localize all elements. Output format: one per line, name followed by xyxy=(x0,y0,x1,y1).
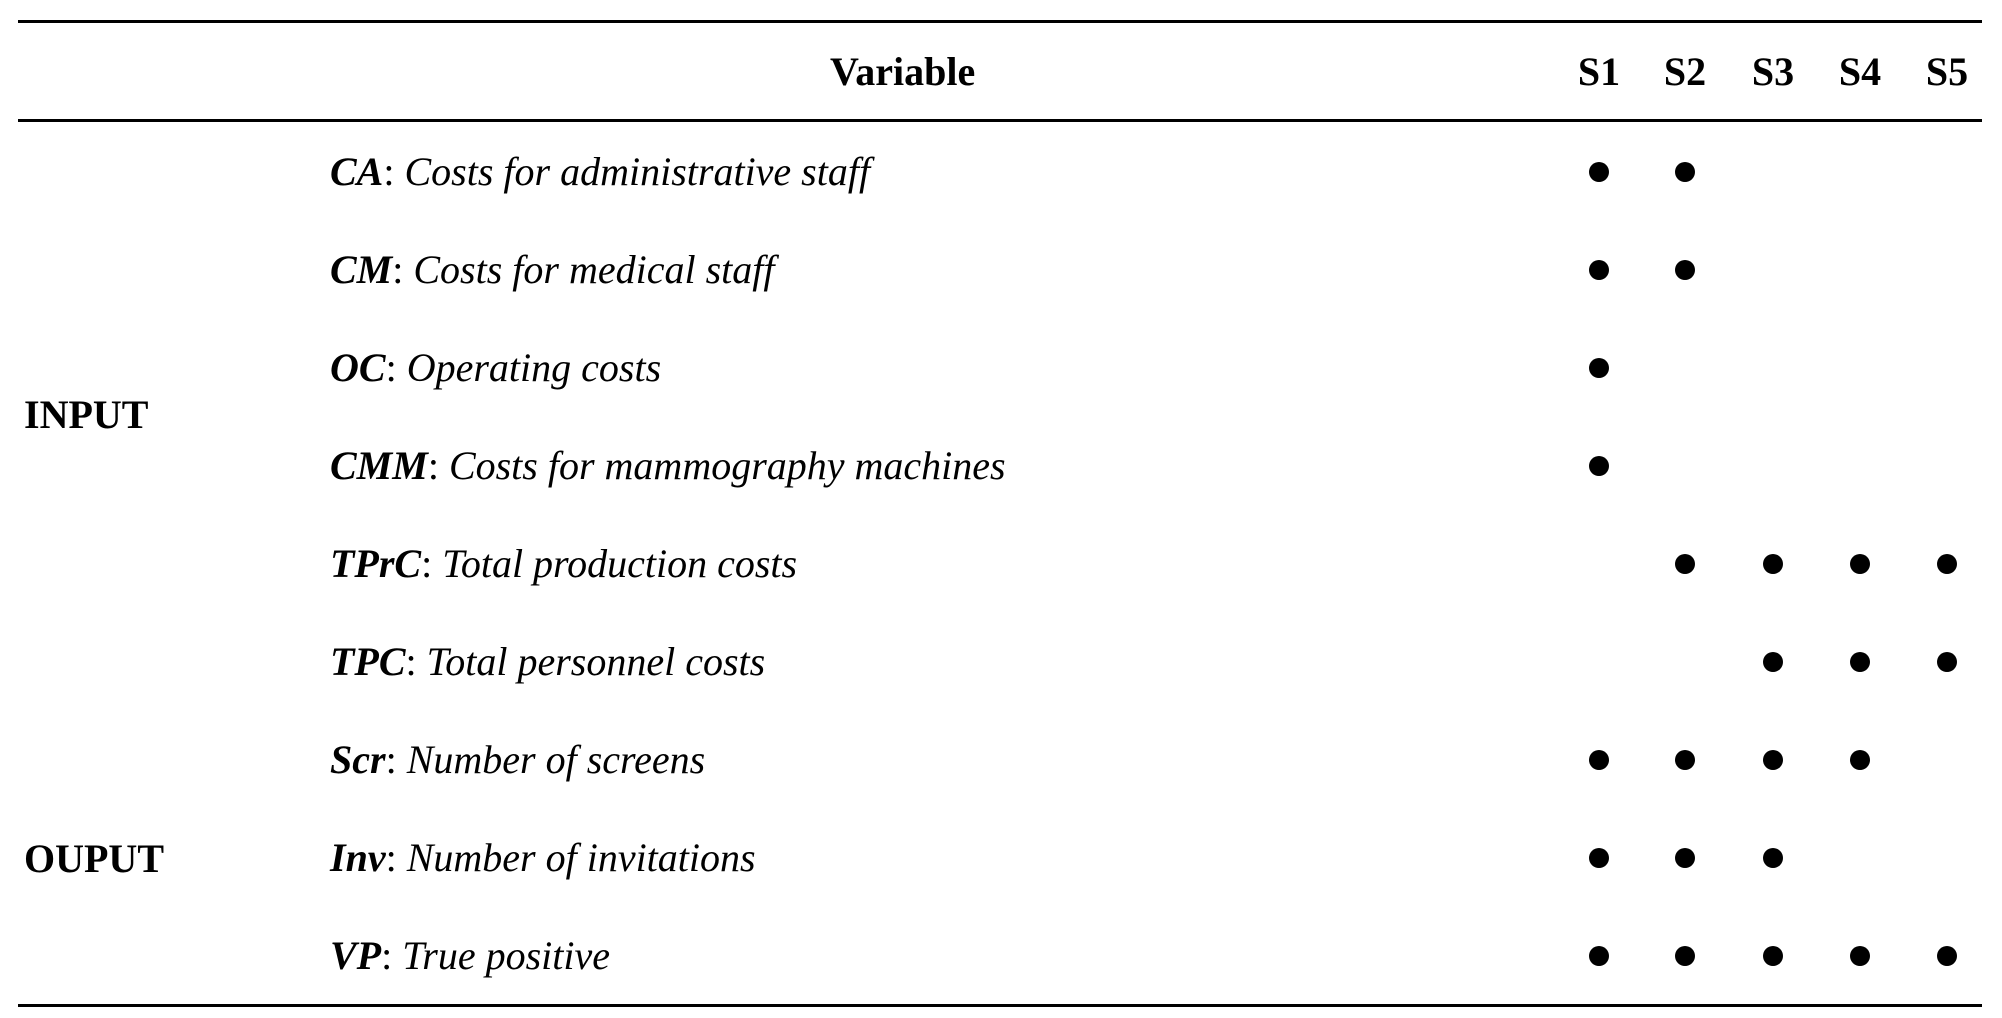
included-bullet-icon xyxy=(1937,652,1957,672)
scenario-cell-s1 xyxy=(1559,319,1639,417)
scenario-cell-s4 xyxy=(1820,417,1900,515)
top-rule xyxy=(18,20,1982,23)
scenario-cell-s5 xyxy=(1907,907,1987,1005)
table-row xyxy=(0,417,2002,515)
scenario-cell-s4 xyxy=(1820,123,1900,221)
included-bullet-icon xyxy=(1937,946,1957,966)
scenario-cell-s4 xyxy=(1820,221,1900,319)
table-row xyxy=(0,809,2002,907)
scenario-cell-s3 xyxy=(1733,515,1813,613)
included-bullet-icon xyxy=(1850,554,1870,574)
table-row xyxy=(0,515,2002,613)
variable-label xyxy=(330,344,661,392)
scenario-cell-s1 xyxy=(1559,613,1639,711)
scenario-cell-s1 xyxy=(1559,515,1639,613)
variable-description: Number of invitations xyxy=(406,835,756,880)
scenario-cell-s5 xyxy=(1907,613,1987,711)
included-bullet-icon xyxy=(1589,848,1609,868)
variable-separator: : xyxy=(421,541,443,586)
table-row xyxy=(0,711,2002,809)
table-row xyxy=(0,613,2002,711)
included-bullet-icon xyxy=(1675,946,1695,966)
included-bullet-icon xyxy=(1675,848,1695,868)
variable-label xyxy=(330,638,765,686)
variable-code: VP xyxy=(330,933,382,978)
variable-label xyxy=(330,246,775,294)
table-row xyxy=(0,221,2002,319)
scenario-cell-s3 xyxy=(1733,417,1813,515)
header-s3: S3 xyxy=(1751,49,1795,94)
variable-label xyxy=(330,442,1006,490)
included-bullet-icon xyxy=(1763,750,1783,770)
included-bullet-icon xyxy=(1850,652,1870,672)
scenario-cell-s5 xyxy=(1907,809,1987,907)
included-bullet-icon xyxy=(1937,554,1957,574)
included-bullet-icon xyxy=(1675,162,1695,182)
included-bullet-icon xyxy=(1850,750,1870,770)
scenario-cell-s2 xyxy=(1645,809,1725,907)
header-rule xyxy=(18,119,1982,122)
header-s1: S1 xyxy=(1577,49,1621,94)
scenario-cell-s5 xyxy=(1907,319,1987,417)
scenario-cell-s4 xyxy=(1820,907,1900,1005)
scenario-cell-s4 xyxy=(1820,711,1900,809)
variable-description: Total personnel costs xyxy=(426,639,766,684)
included-bullet-icon xyxy=(1589,946,1609,966)
variable-label xyxy=(330,540,797,588)
header-s2: S2 xyxy=(1663,49,1707,94)
group-label-input: INPUT xyxy=(24,392,149,437)
variable-code: CA xyxy=(330,149,384,194)
scenario-cell-s1 xyxy=(1559,123,1639,221)
scenario-cell-s2 xyxy=(1645,907,1725,1005)
included-bullet-icon xyxy=(1675,750,1695,770)
variable-separator: : xyxy=(385,737,407,782)
header-s4: S4 xyxy=(1838,49,1882,94)
scenario-cell-s2 xyxy=(1645,417,1725,515)
included-bullet-icon xyxy=(1589,750,1609,770)
scenario-cell-s4 xyxy=(1820,515,1900,613)
header-s5: S5 xyxy=(1925,49,1969,94)
variable-label xyxy=(330,932,610,980)
scenario-cell-s2 xyxy=(1645,319,1725,417)
scenario-cell-s3 xyxy=(1733,711,1813,809)
header-variable: Variable xyxy=(830,49,976,94)
variable-separator: : xyxy=(381,933,403,978)
variable-code: OC xyxy=(330,345,386,390)
variable-description: Costs for administrative staff xyxy=(404,149,871,194)
variable-separator: : xyxy=(385,835,407,880)
scenario-cell-s1 xyxy=(1559,221,1639,319)
variable-description: Operating costs xyxy=(406,345,662,390)
scenario-cell-s2 xyxy=(1645,711,1725,809)
scenario-cell-s3 xyxy=(1733,319,1813,417)
variable-description: Costs for mammography machines xyxy=(448,443,1006,488)
scenario-cell-s4 xyxy=(1820,613,1900,711)
table-row xyxy=(0,907,2002,1005)
included-bullet-icon xyxy=(1675,260,1695,280)
scenario-cell-s1 xyxy=(1559,417,1639,515)
scenario-cell-s1 xyxy=(1559,809,1639,907)
variable-description: Costs for medical staff xyxy=(413,247,775,292)
scenario-cell-s3 xyxy=(1733,809,1813,907)
variable-description: Total production costs xyxy=(442,541,798,586)
group-label-output: OUPUT xyxy=(24,836,164,881)
variable-code: TPrC xyxy=(330,541,422,586)
variable-code: Inv xyxy=(330,835,386,880)
scenario-cell-s2 xyxy=(1645,123,1725,221)
variable-separator: : xyxy=(427,443,449,488)
variable-description: Number of screens xyxy=(406,737,706,782)
scenario-cell-s5 xyxy=(1907,711,1987,809)
table-row xyxy=(0,123,2002,221)
bottom-rule xyxy=(18,1004,1982,1007)
variable-code: TPC xyxy=(330,639,406,684)
scenario-cell-s5 xyxy=(1907,123,1987,221)
scenario-cell-s3 xyxy=(1733,907,1813,1005)
included-bullet-icon xyxy=(1763,554,1783,574)
included-bullet-icon xyxy=(1763,946,1783,966)
included-bullet-icon xyxy=(1763,848,1783,868)
variable-separator: : xyxy=(392,247,414,292)
included-bullet-icon xyxy=(1850,946,1870,966)
variable-description: True positive xyxy=(402,933,611,978)
scenario-cell-s5 xyxy=(1907,221,1987,319)
variable-code: Scr xyxy=(330,737,386,782)
variable-label xyxy=(330,834,756,882)
scenario-cell-s2 xyxy=(1645,515,1725,613)
scenario-cell-s2 xyxy=(1645,613,1725,711)
table-row xyxy=(0,319,2002,417)
scenario-cell-s3 xyxy=(1733,613,1813,711)
scenario-cell-s3 xyxy=(1733,123,1813,221)
variable-separator: : xyxy=(383,149,405,194)
variable-separator: : xyxy=(405,639,427,684)
scenario-cell-s5 xyxy=(1907,515,1987,613)
scenario-cell-s1 xyxy=(1559,711,1639,809)
included-bullet-icon xyxy=(1589,162,1609,182)
scenario-cell-s4 xyxy=(1820,319,1900,417)
scenario-cell-s3 xyxy=(1733,221,1813,319)
variable-code: CMM xyxy=(330,443,428,488)
included-bullet-icon xyxy=(1589,358,1609,378)
variable-separator: : xyxy=(385,345,407,390)
included-bullet-icon xyxy=(1589,260,1609,280)
scenario-cell-s5 xyxy=(1907,417,1987,515)
included-bullet-icon xyxy=(1763,652,1783,672)
included-bullet-icon xyxy=(1589,456,1609,476)
variable-label xyxy=(330,148,870,196)
scenario-cell-s1 xyxy=(1559,907,1639,1005)
included-bullet-icon xyxy=(1675,554,1695,574)
scenario-cell-s2 xyxy=(1645,221,1725,319)
variable-label xyxy=(330,736,705,784)
scenario-cell-s4 xyxy=(1820,809,1900,907)
variable-code: CM xyxy=(330,247,393,292)
